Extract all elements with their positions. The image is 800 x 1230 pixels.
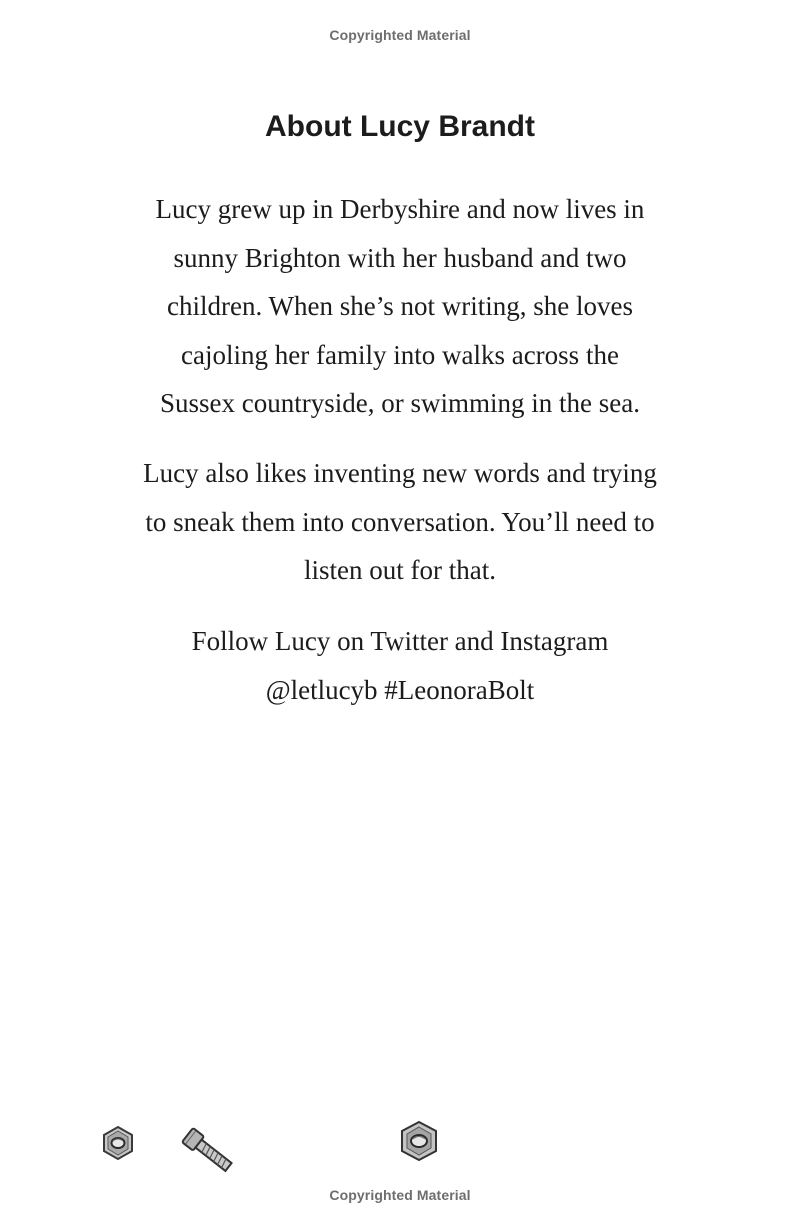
bolt-icon <box>180 1126 236 1176</box>
text-line: to sneak them into conversation. You’ll need to <box>145 506 655 537</box>
copyright-watermark-top: Copyrighted Material <box>329 27 471 43</box>
copyright-watermark-bottom: Copyrighted Material <box>329 1187 471 1203</box>
text-line: Lucy also likes inventing new words and trying <box>143 458 657 488</box>
text-line: sunny Brighton with her husband and two <box>173 242 627 273</box>
text-line: Lucy grew up in Derbyshire and now lives in <box>155 194 645 224</box>
text-line: cajoling her family into walks across the <box>181 339 619 370</box>
hex-nut-icon <box>398 1120 440 1162</box>
text-line: Sussex countryside, or swimming in the sea. <box>160 388 640 418</box>
social-handles: @letlucyb #LeonoraBolt <box>265 674 535 705</box>
page-title: About Lucy Brandt <box>265 110 535 143</box>
text-line: listen out for that. <box>304 555 496 585</box>
text-line: children. When she’s not writing, she loves <box>167 291 633 321</box>
hex-nut-icon <box>100 1125 136 1161</box>
text-line: Follow Lucy on Twitter and Instagram <box>191 626 609 656</box>
social-paragraph <box>100 617 700 714</box>
words-paragraph <box>100 449 700 595</box>
bio-paragraph <box>100 185 700 428</box>
